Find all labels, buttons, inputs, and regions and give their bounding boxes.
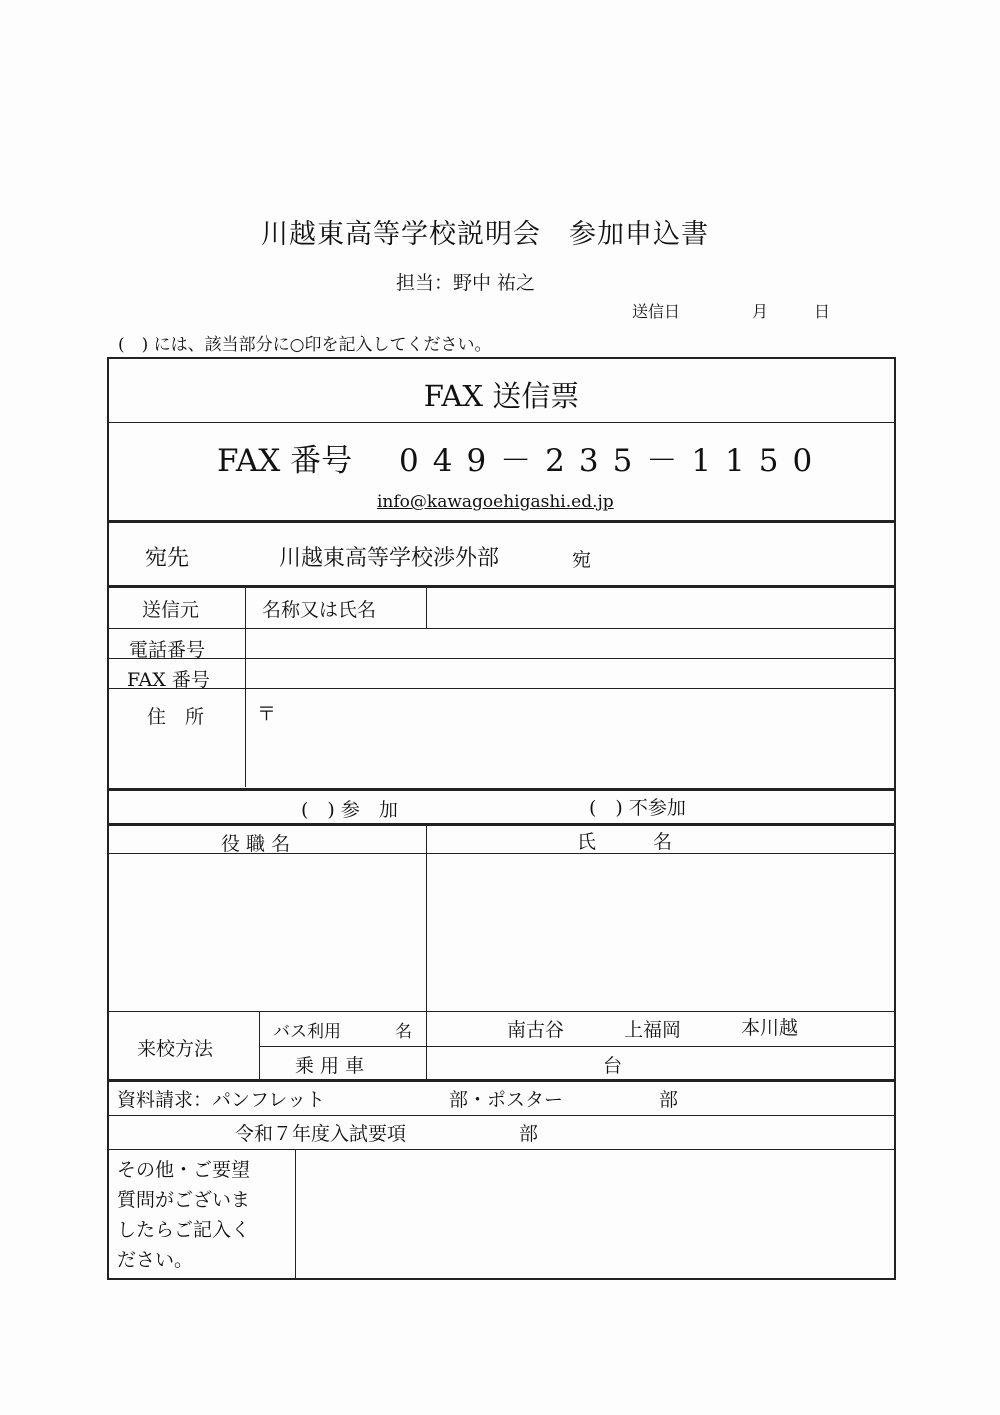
recipient-suffix: 宛: [572, 549, 592, 571]
bus-label: バス利用: [273, 1022, 341, 1042]
not-attend-option[interactable]: ( ) 不参加: [589, 797, 686, 819]
divider: [109, 853, 894, 854]
attend-option[interactable]: ( ) 参 加: [301, 799, 398, 821]
divider: [109, 1149, 894, 1150]
sender-name-label: 名称又は氏名: [262, 599, 377, 621]
email-link[interactable]: info@kawagoehigashi.ed.jp: [377, 492, 614, 512]
divider: [109, 1079, 894, 1082]
bus-stop-minamifuruya[interactable]: 南古谷: [507, 1019, 565, 1041]
bus-unit: 名: [395, 1022, 412, 1042]
address-label: 住 所: [147, 706, 205, 728]
divider: [109, 1115, 894, 1116]
divider: [295, 1149, 296, 1280]
other-label: [117, 1155, 250, 1275]
divider: [109, 422, 894, 423]
postal-mark: 〒: [257, 703, 277, 725]
recipient-value: 川越東高等学校渉外部: [279, 546, 500, 571]
divider: [259, 1011, 260, 1079]
car-label: 乗 用 車: [295, 1055, 365, 1077]
divider: [426, 825, 427, 1079]
day-label: 日: [814, 302, 831, 321]
address-input[interactable]: [281, 699, 885, 727]
materials-prefix: 資料請求：パンフレット: [117, 1089, 326, 1111]
divider: [259, 1046, 894, 1047]
attendee-name-input[interactable]: [433, 857, 892, 1011]
phone-input[interactable]: [255, 631, 889, 659]
divider: [109, 520, 894, 523]
sender-name-input[interactable]: [435, 595, 889, 625]
other-label-line: したらご記入く: [117, 1219, 251, 1241]
recipient-label: 宛先: [145, 546, 190, 571]
divider: [109, 688, 894, 689]
materials-poster-unit: 部: [659, 1089, 679, 1111]
position-input[interactable]: [115, 857, 423, 1011]
position-header: 役 職 名: [221, 833, 291, 855]
divider: [245, 587, 246, 787]
divider: [109, 628, 894, 629]
form-title: 川越東高等学校説明会 参加申込書: [261, 219, 709, 250]
month-label: 月: [752, 302, 769, 321]
fax-form: [107, 357, 896, 1280]
bus-stop-honkawagoe[interactable]: 本川越: [741, 1017, 799, 1039]
transport-label: 来校方法: [137, 1038, 214, 1060]
fax-input[interactable]: [255, 661, 889, 689]
instruction-text: ( ) には、該当部分に○印を記入してください。: [118, 335, 492, 355]
name-header: 氏 名: [577, 831, 673, 853]
other-label-line: その他・ご要望: [117, 1159, 251, 1181]
divider: [426, 587, 427, 628]
divider: [109, 823, 894, 826]
phone-label: 電話番号: [129, 639, 206, 661]
fax-number-label: FAX 番号: [217, 443, 353, 479]
materials-guide-unit: 部: [519, 1123, 539, 1145]
sender-label: 送信元: [142, 599, 200, 621]
materials-guide: 令和７年度入試要項: [235, 1123, 407, 1145]
materials-poster: 部・ポスター: [449, 1089, 564, 1111]
fax-number-value: 049－235－1150: [399, 443, 827, 479]
car-unit: 台: [603, 1055, 623, 1077]
person-in-charge: 担当：野中 祐之: [396, 272, 536, 294]
fax-label: FAX 番号: [127, 669, 210, 691]
other-label-line: 質問がございま: [117, 1189, 251, 1211]
divider: [109, 788, 894, 791]
divider: [109, 1011, 894, 1012]
divider: [109, 658, 894, 659]
sent-date-label: 送信日: [632, 302, 681, 321]
sent-date: [632, 299, 830, 322]
other-label-line: ださい。: [117, 1249, 194, 1271]
bus-stop-kamifukuoka[interactable]: 上福岡: [624, 1019, 682, 1041]
divider: [109, 585, 894, 588]
other-requests-input[interactable]: [303, 1155, 891, 1275]
fax-slip-title: FAX 送信票: [423, 379, 580, 413]
